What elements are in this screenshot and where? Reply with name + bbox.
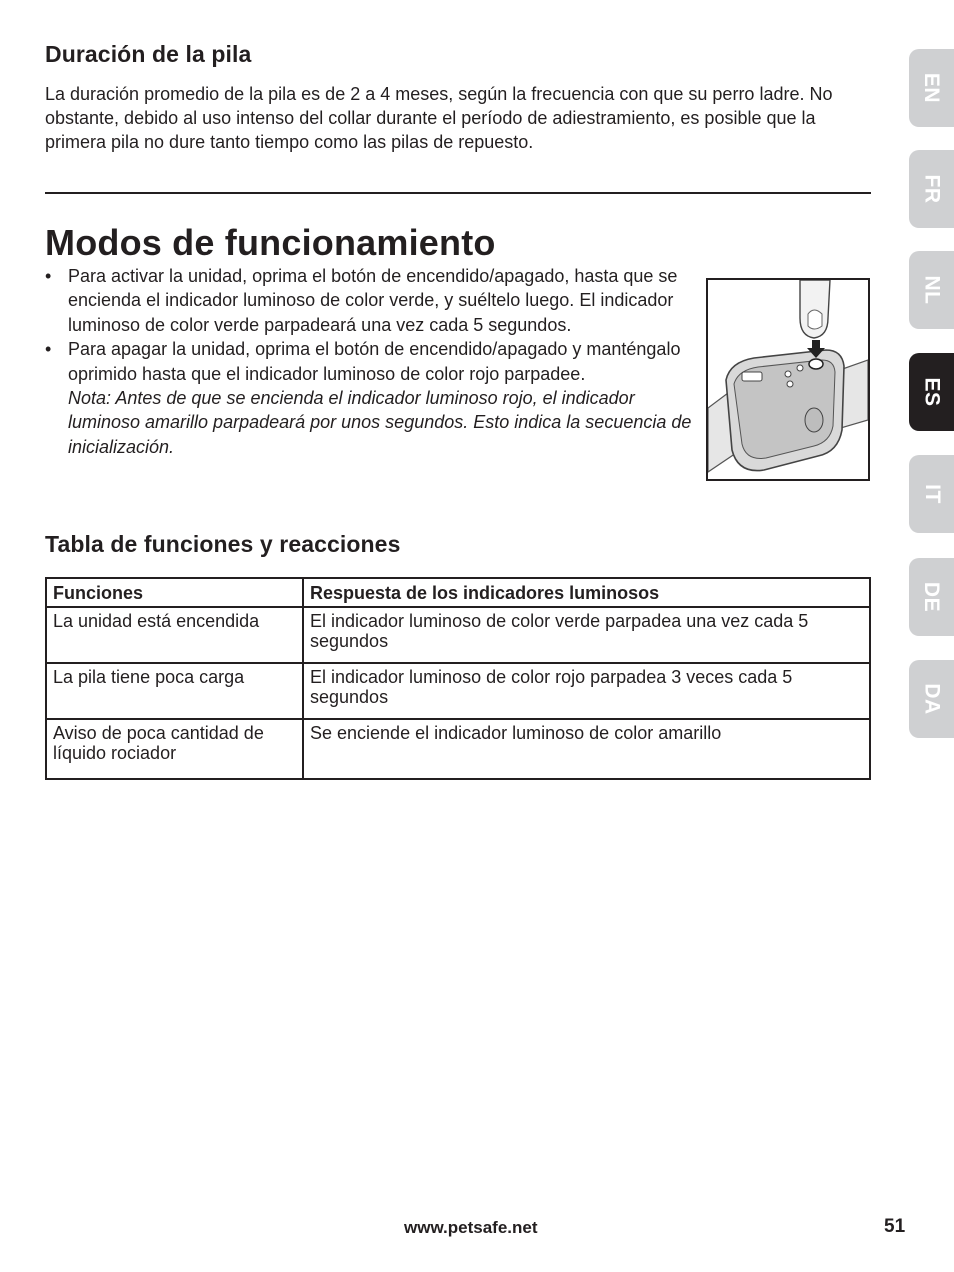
language-tab-de[interactable] xyxy=(909,558,954,636)
collar-device-drawing xyxy=(708,280,868,479)
battery-life-heading: Duración de la pila xyxy=(45,41,252,67)
column-header-functions: Funciones xyxy=(46,578,303,607)
functions-table xyxy=(45,577,871,780)
language-tab-label: IT xyxy=(920,484,944,504)
response-cell: Se enciende el indicador luminoso de color amarillo xyxy=(303,719,870,779)
language-tab-label: NL xyxy=(920,275,944,305)
function-cell: Aviso de poca cantidad de líquido rociador xyxy=(46,719,303,779)
bullet-icon: • xyxy=(45,339,52,360)
list-item xyxy=(45,264,700,337)
table-header-row xyxy=(46,578,870,607)
page-number: 51 xyxy=(884,1216,906,1237)
column-header-response: Respuesta de los indicadores luminosos xyxy=(303,578,870,607)
language-tab-label: DE xyxy=(920,581,944,613)
initialization-note: Nota: Antes de que se encienda el indicador luminoso rojo, el indicador luminoso amarillo parpadeará por unos segundos. Esto indica la secuencia de inicialización. xyxy=(68,388,692,457)
table-row xyxy=(46,607,870,663)
response-cell: El indicador luminoso de color verde parpadea una vez cada 5 segundos xyxy=(303,607,870,663)
battery-life-paragraph: La duración promedio de la pila es de 2 a 4 meses, según la frecuencia con que su perro ladre. No obstante, debido al uso intenso del collar durante el período de adiestramiento, es posible que la primera pila no dure tanto tiempo como las pilas de repuesto. xyxy=(45,84,833,152)
table-row xyxy=(46,719,870,779)
language-tab-en[interactable] xyxy=(909,49,954,127)
footer-website-link[interactable]: www.petsafe.net xyxy=(404,1218,538,1237)
section-divider xyxy=(45,192,871,194)
list-item xyxy=(45,337,700,459)
language-tab-fr[interactable] xyxy=(909,150,954,228)
collar-button-illustration xyxy=(706,278,870,481)
language-tab-da[interactable] xyxy=(909,660,954,738)
function-table-heading: Tabla de funciones y reacciones xyxy=(45,531,401,557)
operating-modes-heading: Modos de funcionamiento xyxy=(45,222,496,263)
operating-modes-list xyxy=(45,264,700,459)
language-tab-es[interactable] xyxy=(909,353,954,431)
language-tab-label: EN xyxy=(920,72,944,104)
table-row xyxy=(46,663,870,719)
function-cell: La pila tiene poca carga xyxy=(46,663,303,719)
mode-instruction-off: Para apagar la unidad, oprima el botón de encendido/apagado y manténgalo oprimido hasta que el indicador luminoso de color rojo parpadee. xyxy=(68,339,681,384)
language-tab-label: ES xyxy=(920,377,944,407)
response-cell: El indicador luminoso de color rojo parpadea 3 veces cada 5 segundos xyxy=(303,663,870,719)
language-tab-it[interactable] xyxy=(909,455,954,533)
function-cell: La unidad está encendida xyxy=(46,607,303,663)
language-tab-nl[interactable] xyxy=(909,251,954,329)
language-tab-label: DA xyxy=(920,683,944,715)
language-tab-label: FR xyxy=(920,174,944,204)
bullet-icon: • xyxy=(45,266,52,286)
mode-instruction-on: Para activar la unidad, oprima el botón de encendido/apagado, hasta que se encienda el indicador luminoso de color verde, y suéltelo luego. El indicador luminoso de color verde parpadeará una vez cada 5 segundos. xyxy=(68,266,678,335)
